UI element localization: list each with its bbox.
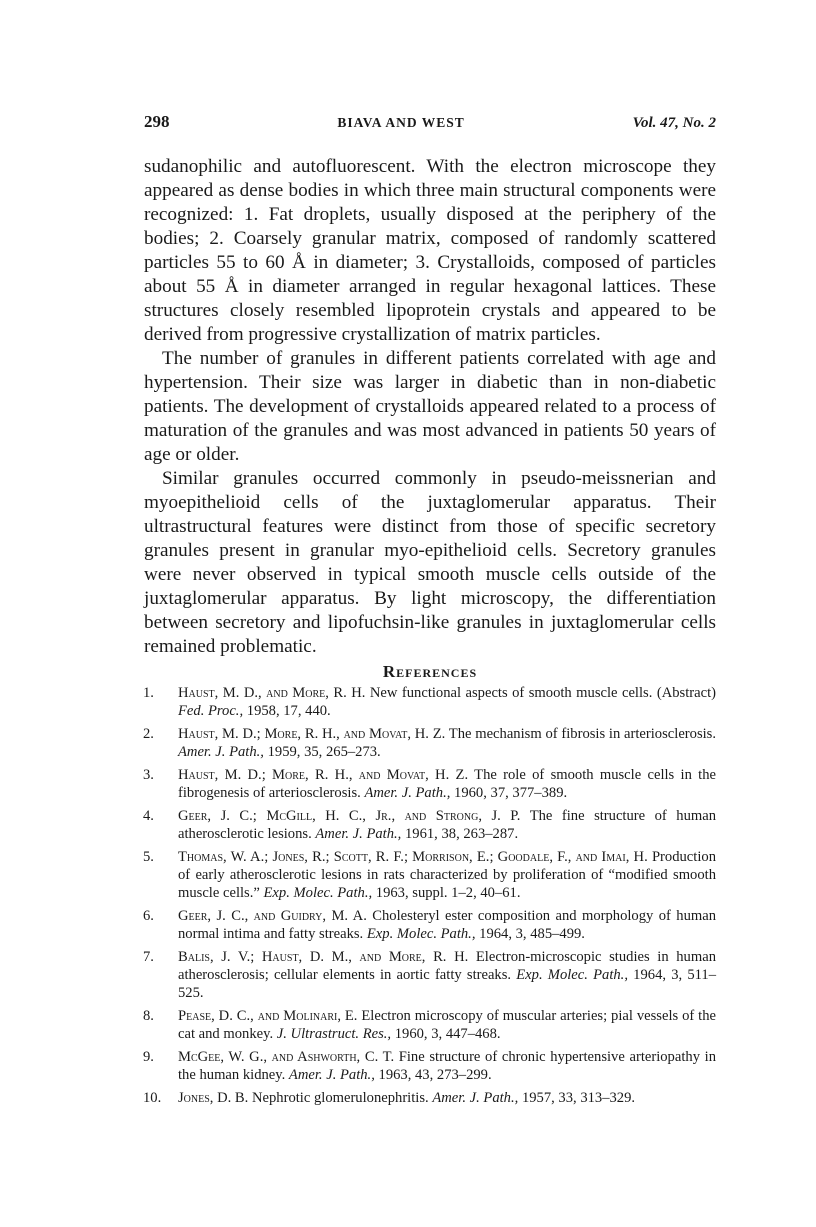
running-header <box>144 112 716 138</box>
reference-details: 1960, 37, 377–389. <box>454 784 568 801</box>
page-number: 298 <box>144 112 170 131</box>
paragraph: Similar granules occurred commonly in pseudo-meissnerian and myoepithelioid cells of the juxtaglomerular apparatus. Their ultrastructural features were distinct from those of specific secretory granules present in granular myo-epithelioid cells. Secretory granules were never observed in typical smooth muscle cells outside of the juxtaglomerular apparatus. By light microscopy, the differentiation between secretory and lipofuchsin-like granules in juxtaglomerular cells remained problematic. <box>144 468 716 657</box>
reference-details: 1963, suppl. 1–2, 40–61. <box>375 884 521 901</box>
reference-details: 1960, 3, 447–468. <box>394 1026 501 1043</box>
reference-authors: Haust, M. D.; More, R. H., and Movat, H. Z. <box>178 726 446 743</box>
reference-item <box>144 726 716 762</box>
reference-number: 2. <box>143 726 154 743</box>
reference-number: 7. <box>143 949 154 966</box>
reference-authors: Thomas, W. A.; Jones, R.; Scott, R. F.; Morrison, E.; Goodale, F., and Imai, H. <box>178 849 648 866</box>
reference-item <box>144 808 716 844</box>
reference-number: 5. <box>143 849 154 866</box>
reference-item <box>144 767 716 803</box>
reference-authors: Geer, J. C.; McGill, H. C., Jr., and Strong, J. P. <box>178 808 521 825</box>
references-heading: References <box>382 662 478 681</box>
reference-journal: Amer. J. Path., <box>364 784 451 801</box>
running-title: BIAVA AND WEST <box>337 115 465 130</box>
reference-title: Production of early atherosclerotic lesions in rats characterized by proliferation of “modified smooth muscle cells.” <box>178 849 716 901</box>
reference-details: 1958, 17, 440. <box>246 702 331 719</box>
reference-details: 1961, 38, 263–287. <box>404 826 519 843</box>
reference-title: Electron-microscopic studies in human atherosclerosis; cellular elements in aortic fatty streaks. <box>178 949 716 984</box>
reference-journal: J. Ultrastruct. Res., <box>276 1026 392 1043</box>
reference-journal: Exp. Molec. Path., <box>263 884 373 901</box>
reference-authors: Geer, J. C., and Guidry, M. A. <box>178 908 367 925</box>
reference-details: 1959, 35, 265–273. <box>267 743 381 760</box>
reference-title: Nephrotic glomerulonephritis. <box>251 1090 429 1107</box>
reference-details: 1964, 3, 485–499. <box>479 926 585 943</box>
reference-number: 1. <box>143 685 154 701</box>
reference-title: Electron microscopy of muscular arteries; pial vessels of the cat and monkey. <box>178 1008 716 1043</box>
reference-number: 3. <box>143 767 154 784</box>
reference-journal: Fed. Proc., <box>178 702 244 719</box>
reference-item <box>144 849 716 902</box>
reference-item <box>144 949 716 1002</box>
reference-journal: Amer. J. Path., <box>315 826 402 843</box>
reference-authors: Pease, D. C., and Molinari, E. <box>178 1008 358 1025</box>
volume-issue: Vol. 47, No. 2 <box>632 115 716 131</box>
page <box>144 112 716 1114</box>
reference-authors: Haust, M. D., and More, R. H. <box>178 685 366 701</box>
reference-number: 8. <box>143 1008 154 1025</box>
reference-title: Cholesteryl ester composition and morphology of human normal intima and fatty streaks. <box>178 908 717 943</box>
reference-item <box>144 1049 716 1085</box>
reference-journal: Amer. J. Path., <box>432 1090 519 1107</box>
reference-title: Fine structure of chronic hypertensive arteriopathy in the human kidney. <box>178 1049 716 1084</box>
reference-item <box>144 1090 716 1108</box>
reference-journal: Exp. Molec. Path., <box>516 967 628 984</box>
paragraph: The number of granules in different patients correlated with age and hypertension. Their size was larger in diabetic than in non-diabetic patients. The development of crystalloids appeared related to a process of maturation of the granules and was most advanced in patients 50 years of age or older. <box>144 348 716 465</box>
reference-authors: Jones, D. B. <box>178 1090 249 1107</box>
reference-details: 1957, 33, 313–329. <box>521 1090 636 1107</box>
reference-authors: Haust, M. D.; More, R. H., and Movat, H. Z. <box>178 767 469 784</box>
reference-number: 6. <box>143 908 154 925</box>
reference-journal: Amer. J. Path., <box>288 1067 375 1084</box>
references-list <box>144 685 716 1108</box>
reference-title: The mechanism of fibrosis in arteriosclerosis. <box>448 726 717 743</box>
reference-details: 1963, 43, 273–299. <box>378 1067 492 1084</box>
reference-title: The role of smooth muscle cells in the fibrogenesis of arteriosclerosis. <box>178 767 717 801</box>
reference-journal: Exp. Molec. Path., <box>366 926 476 943</box>
reference-number: 4. <box>143 808 154 825</box>
reference-authors: McGee, W. G., and Ashworth, C. T. <box>178 1049 395 1066</box>
body-text <box>144 155 716 659</box>
reference-authors: Balis, J. V.; Haust, D. M., and More, R. H. <box>178 949 469 966</box>
reference-number: 9. <box>143 1049 154 1066</box>
paragraph: sudanophilic and autofluorescent. With the electron microscope they appeared as dense bodies in which three main structural components were recognized: 1. Fat droplets, usually disposed at the periphery of the bodies; 2. Coarsely granular matrix, composed of randomly scattered particles 55 to 60 Å in diameter; 3. Crystalloids, composed of particles about 55 Å in diameter arranged in regular hexagonal lattices. These structures closely resembled lipoprotein crystals and appeared to be derived from progressive crystallization of matrix particles. <box>144 156 716 345</box>
reference-item <box>144 908 716 944</box>
reference-item <box>144 1008 716 1044</box>
reference-journal: Amer. J. Path., <box>178 743 264 760</box>
reference-title: New functional aspects of smooth muscle cells. (Abstract) <box>369 685 716 701</box>
reference-title: The fine structure of human atherosclerotic lesions. <box>178 808 717 843</box>
reference-number: 10. <box>143 1090 162 1107</box>
reference-details: 1964, 3, 511–525. <box>178 967 716 1001</box>
reference-item <box>144 685 716 721</box>
